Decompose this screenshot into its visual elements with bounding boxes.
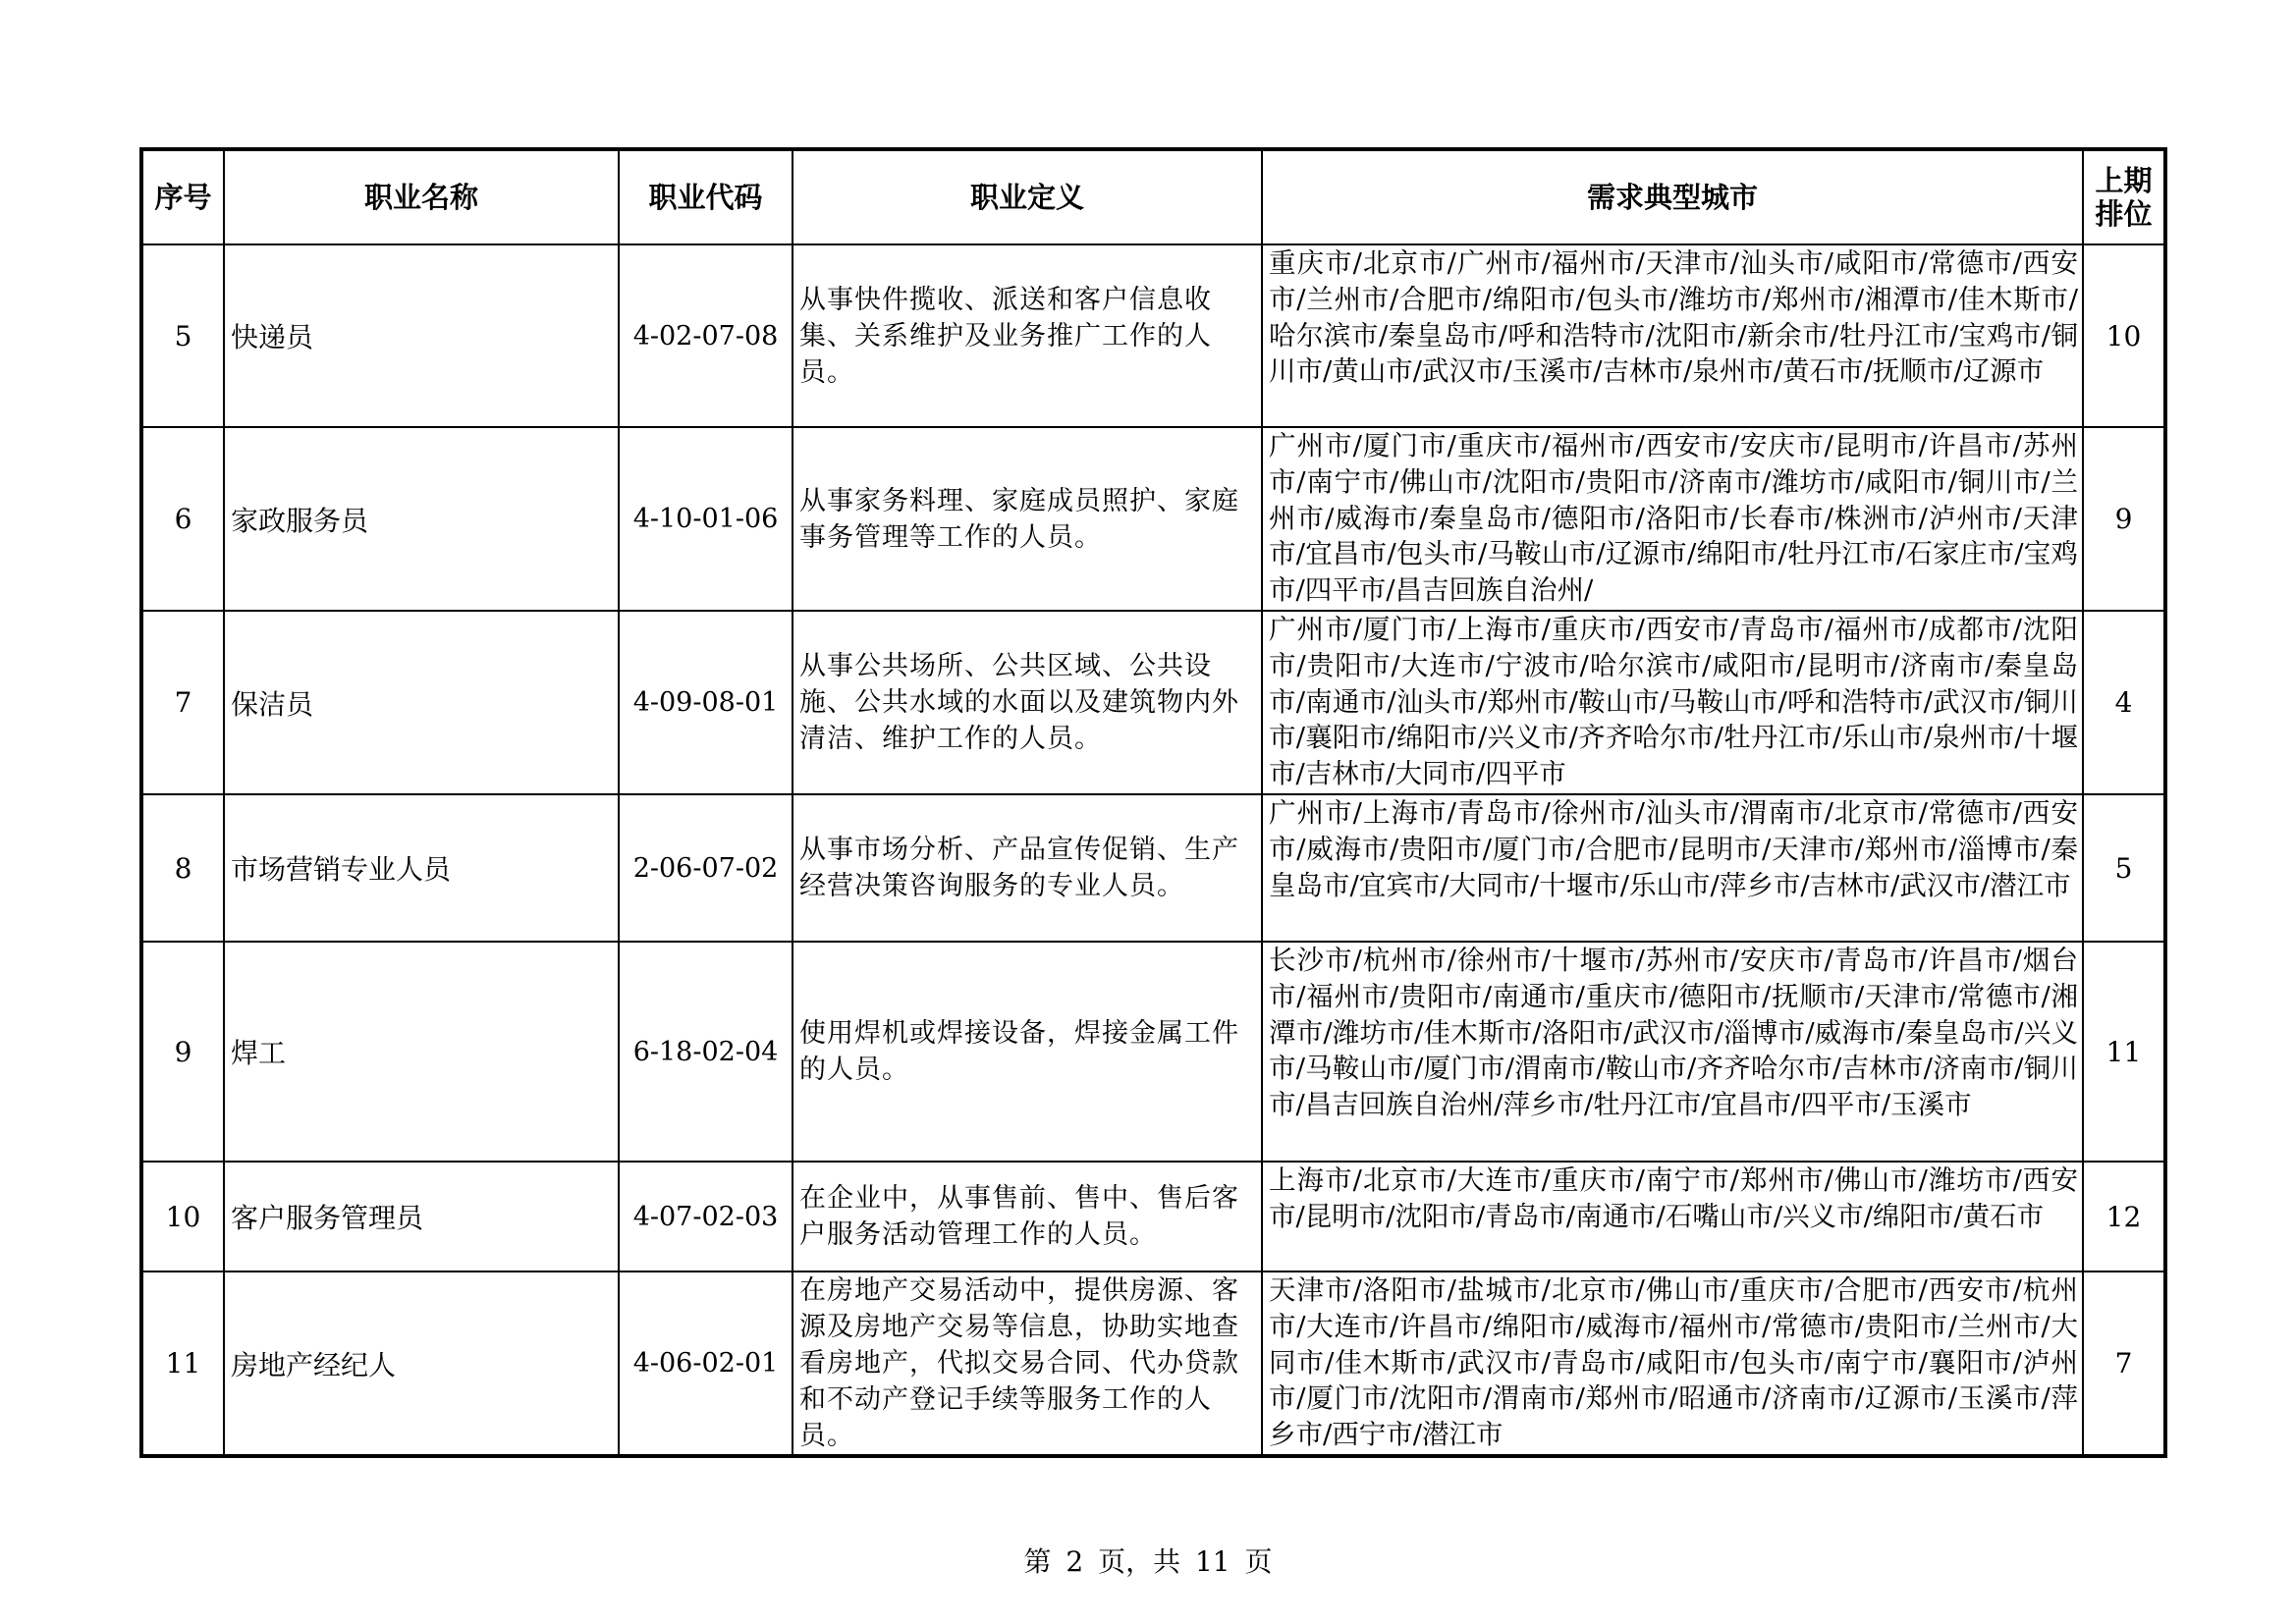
table-header: [141, 149, 2165, 244]
cell-num: 8: [141, 794, 224, 942]
cell-code: 6-18-02-04: [619, 942, 793, 1162]
cell-cities: 长沙市/杭州市/徐州市/十堰市/苏州市/安庆市/青岛市/许昌市/烟台市/福州市/贵阳市/南通市/重庆市/德阳市/抚顺市/天津市/常德市/湘潭市/潍坊市/佳木斯市/洛阳市/武汉市/淄博市/威海市/秦皇岛市/兴义市/马鞍山市/厦门市/渭南市/鞍山市/齐齐哈尔市/吉林市/济南市/铜川市/昌吉回族自治州/萍乡市/牡丹江市/宜昌市/四平市/玉溪市: [1262, 942, 2083, 1162]
cell-cities: 广州市/厦门市/上海市/重庆市/西安市/青岛市/福州市/成都市/沈阳市/贵阳市/大连市/宁波市/哈尔滨市/咸阳市/昆明市/济南市/秦皇岛市/南通市/汕头市/郑州市/鞍山市/马鞍山市/呼和浩特市/武汉市/铜川市/襄阳市/绵阳市/兴义市/齐齐哈尔市/牡丹江市/乐山市/泉州市/十堰市/吉林市/大同市/四平市: [1262, 611, 2083, 794]
page-footer: 第 2 页，共 11 页: [1023, 1545, 1273, 1578]
cell-cities: 广州市/上海市/青岛市/徐州市/汕头市/渭南市/北京市/常德市/西安市/威海市/贵阳市/厦门市/合肥市/昆明市/天津市/郑州市/淄博市/秦皇岛市/宜宾市/大同市/十堰市/乐山市/萍乡市/吉林市/武汉市/潜江市: [1262, 794, 2083, 942]
cell-name: 房地产经纪人: [224, 1271, 619, 1456]
table-row: [141, 427, 2165, 611]
table-row: [141, 794, 2165, 942]
table-row: [141, 942, 2165, 1162]
cell-definition: 使用焊机或焊接设备，焊接金属工件的人员。: [793, 942, 1262, 1162]
cell-name: 市场营销专业人员: [224, 794, 619, 942]
cell-name: 保洁员: [224, 611, 619, 794]
cell-code: 4-07-02-03: [619, 1162, 793, 1271]
cell-num: 7: [141, 611, 224, 794]
cell-definition: 从事市场分析、产品宣传促销、生产经营决策咨询服务的专业人员。: [793, 794, 1262, 942]
header-num: 序号: [141, 149, 224, 244]
header-row: [141, 149, 2165, 244]
cell-name: 焊工: [224, 942, 619, 1162]
table-body: [141, 244, 2165, 1456]
cell-code: 4-02-07-08: [619, 244, 793, 427]
cell-num: 6: [141, 427, 224, 611]
cell-definition: 在企业中，从事售前、售中、售后客户服务活动管理工作的人员。: [793, 1162, 1262, 1271]
cell-name: 家政服务员: [224, 427, 619, 611]
cell-code: 4-06-02-01: [619, 1271, 793, 1456]
cell-prev-rank: 5: [2083, 794, 2165, 942]
header-prev-rank: 上期排位: [2083, 149, 2165, 244]
cell-num: 11: [141, 1271, 224, 1456]
cell-definition: 从事快件揽收、派送和客户信息收集、关系维护及业务推广工作的人员。: [793, 244, 1262, 427]
header-definition: 职业定义: [793, 149, 1262, 244]
cell-prev-rank: 10: [2083, 244, 2165, 427]
cell-name: 快递员: [224, 244, 619, 427]
cell-num: 5: [141, 244, 224, 427]
cell-definition: 从事公共场所、公共区域、公共设施、公共水域的水面以及建筑物内外清洁、维护工作的人员。: [793, 611, 1262, 794]
table-row: [141, 611, 2165, 794]
cell-cities: 天津市/洛阳市/盐城市/北京市/佛山市/重庆市/合肥市/西安市/杭州市/大连市/许昌市/绵阳市/威海市/福州市/常德市/贵阳市/兰州市/大同市/佳木斯市/武汉市/青岛市/咸阳市/包头市/南宁市/襄阳市/泸州市/厦门市/沈阳市/渭南市/郑州市/昭通市/济南市/辽源市/玉溪市/萍乡市/西宁市/潜江市: [1262, 1271, 2083, 1456]
cell-cities: 广州市/厦门市/重庆市/福州市/西安市/安庆市/昆明市/许昌市/苏州市/南宁市/佛山市/沈阳市/贵阳市/济南市/潍坊市/咸阳市/铜川市/兰州市/威海市/秦皇岛市/德阳市/洛阳市/长春市/株洲市/泸州市/天津市/宜昌市/包头市/马鞍山市/辽源市/绵阳市/牡丹江市/石家庄市/宝鸡市/四平市/昌吉回族自治州/: [1262, 427, 2083, 611]
cell-definition: 在房地产交易活动中，提供房源、客源及房地产交易等信息，协助实地查看房地产，代拟交易合同、代办贷款和不动产登记手续等服务工作的人员。: [793, 1271, 1262, 1456]
cell-num: 9: [141, 942, 224, 1162]
cell-code: 4-10-01-06: [619, 427, 793, 611]
cell-code: 2-06-07-02: [619, 794, 793, 942]
table-row: [141, 1162, 2165, 1271]
cell-num: 10: [141, 1162, 224, 1271]
occupation-table: [139, 147, 2167, 1458]
header-cities: 需求典型城市: [1262, 149, 2083, 244]
table-row: [141, 1271, 2165, 1456]
header-code: 职业代码: [619, 149, 793, 244]
cell-prev-rank: 9: [2083, 427, 2165, 611]
cell-code: 4-09-08-01: [619, 611, 793, 794]
cell-prev-rank: 4: [2083, 611, 2165, 794]
cell-cities: 重庆市/北京市/广州市/福州市/天津市/汕头市/咸阳市/常德市/西安市/兰州市/合肥市/绵阳市/包头市/潍坊市/郑州市/湘潭市/佳木斯市/哈尔滨市/秦皇岛市/呼和浩特市/沈阳市/新余市/牡丹江市/宝鸡市/铜川市/黄山市/武汉市/玉溪市/吉林市/泉州市/黄石市/抚顺市/辽源市: [1262, 244, 2083, 427]
header-name: 职业名称: [224, 149, 619, 244]
cell-definition: 从事家务料理、家庭成员照护、家庭事务管理等工作的人员。: [793, 427, 1262, 611]
cell-cities: 上海市/北京市/大连市/重庆市/南宁市/郑州市/佛山市/潍坊市/西安市/昆明市/沈阳市/青岛市/南通市/石嘴山市/兴义市/绵阳市/黄石市: [1262, 1162, 2083, 1271]
cell-name: 客户服务管理员: [224, 1162, 619, 1271]
cell-prev-rank: 12: [2083, 1162, 2165, 1271]
cell-prev-rank: 7: [2083, 1271, 2165, 1456]
cell-prev-rank: 11: [2083, 942, 2165, 1162]
table-row: [141, 244, 2165, 427]
